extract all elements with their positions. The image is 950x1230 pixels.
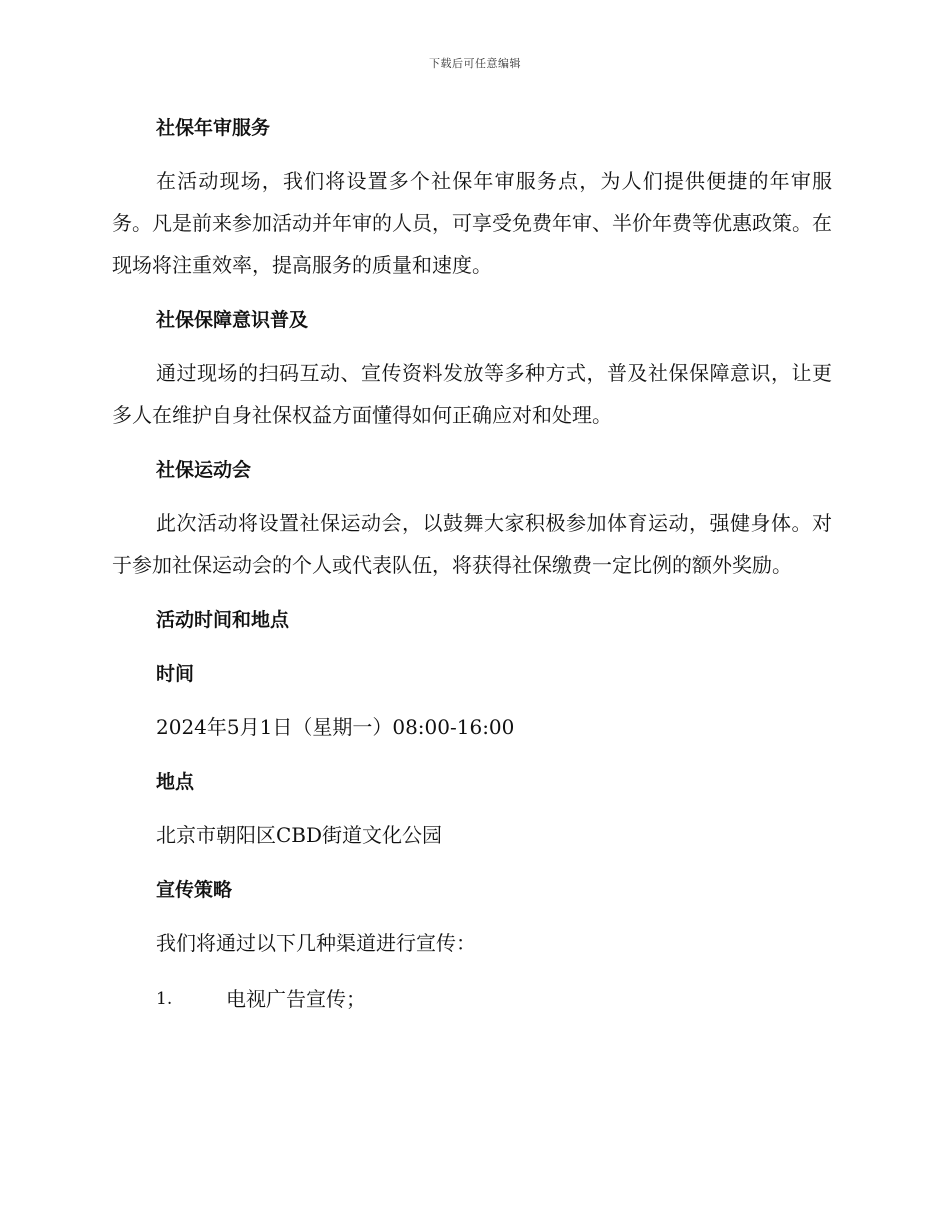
section-text-sports: 此次活动将设置社保运动会，以鼓舞大家积极参加体育运动，强健身体。对于参加社保运动会的个人或代表队伍，将获得社保缴费一定比例的额外奖励。 <box>112 511 832 577</box>
subheading-place: 地点 <box>156 771 195 793</box>
list-item-number: 1. <box>156 989 173 1009</box>
header-note: 下载后可任意编辑 <box>429 57 521 70</box>
section-text-annual-review: 在活动现场，我们将设置多个社保年审服务点，为人们提供便捷的年审服务。凡是前来参加活动并年审的人员，可享受免费年审、半价年费等优惠政策。在现场将注重效率，提高服务的质量和速度。 <box>112 169 832 277</box>
section-heading-annual-review: 社保年审服务 <box>156 117 271 139</box>
promotion-intro: 我们将通过以下几种渠道进行宣传： <box>156 931 476 955</box>
section-heading-promotion: 宣传策略 <box>156 879 233 901</box>
time-value: 2024年5月1日（星期一）08:00-16:00 <box>156 715 515 739</box>
section-heading-awareness: 社保保障意识普及 <box>156 309 309 331</box>
section-heading-sports: 社保运动会 <box>156 459 252 481</box>
document-body <box>112 108 832 1020</box>
list-item <box>156 978 832 1020</box>
list-item-text: 电视广告宣传； <box>226 987 366 1011</box>
section-heading-time-place: 活动时间和地点 <box>156 609 290 631</box>
subheading-time: 时间 <box>156 663 195 685</box>
section-text-awareness: 通过现场的扫码互动、宣传资料发放等多种方式，普及社保保障意识，让更多人在维护自身社保权益方面懂得如何正确应对和处理。 <box>112 361 832 427</box>
place-value: 北京市朝阳区CBD街道文化公园 <box>156 823 443 847</box>
